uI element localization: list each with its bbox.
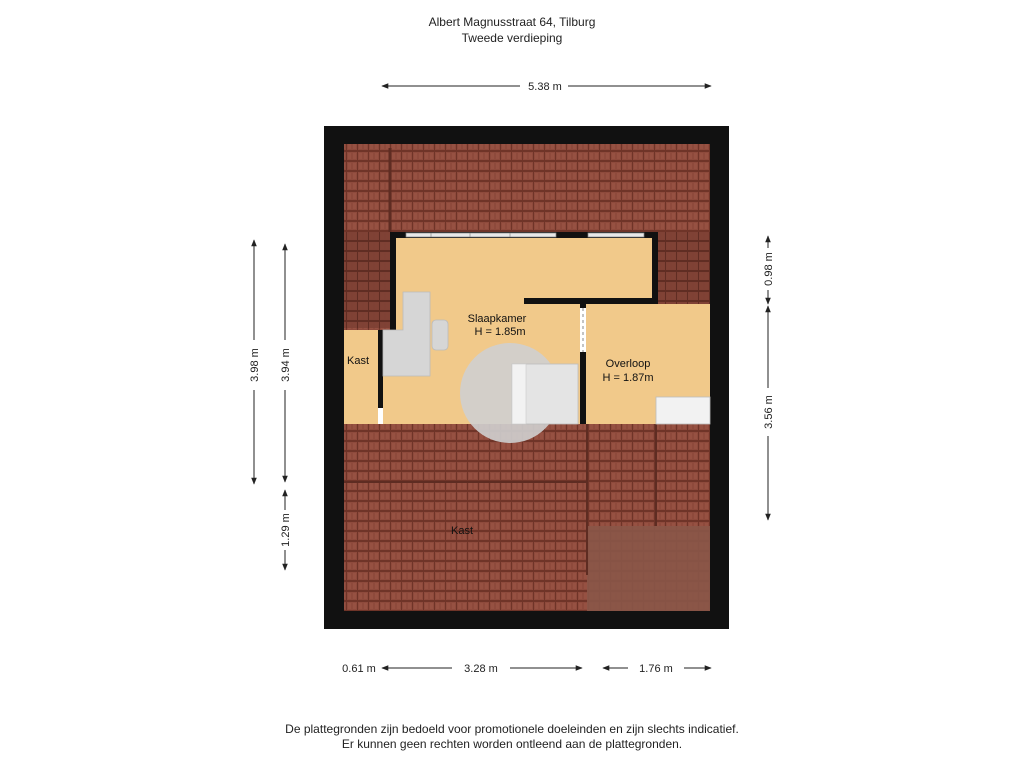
slaapkamer-height: H = 1.85m — [474, 326, 526, 338]
dim-right-upper: 0.98 m — [763, 252, 775, 286]
wall-top-left — [390, 232, 396, 330]
disclaimer-line-2: Er kunnen geen rechten worden ontleend aan de plattegronden. — [341, 737, 683, 751]
address-text: Albert Magnusstraat 64, Tilburg — [428, 15, 596, 29]
wall-right-stub — [652, 232, 658, 304]
door-partition — [580, 308, 586, 352]
dim-bottom-a: 0.61 m — [342, 663, 376, 675]
bed-pillow — [512, 364, 526, 424]
overloop-height: H = 1.87m — [602, 372, 654, 384]
dim-left-lower: 1.29 m — [280, 513, 292, 547]
roof-shadow-left — [344, 232, 394, 328]
roof-shadow-right — [656, 232, 710, 304]
desk-chair — [432, 320, 448, 350]
dim-left-inner: 3.94 m — [280, 348, 292, 382]
dim-bottom-c: 1.76 m — [639, 663, 673, 675]
disclaimer — [0, 722, 1024, 752]
kast-bottom-name: Kast — [450, 525, 474, 537]
slaapkamer-name: Slaapkamer — [467, 313, 527, 325]
overloop-name: Overloop — [605, 358, 651, 370]
disclaimer-line-1: De plattegronden zijn bedoeld voor promotionele doeleinden en zijn slechts indicatief. — [285, 722, 739, 736]
roof-bottom-right — [587, 526, 710, 611]
dim-right-lower: 3.56 m — [763, 395, 775, 429]
wall-middle-horizontal — [524, 298, 658, 304]
bench — [656, 397, 710, 424]
window-row — [406, 233, 644, 237]
kast-left-floor — [344, 330, 380, 424]
dim-top-width: 5.38 m — [528, 81, 562, 93]
dim-left-outer: 3.98 m — [249, 348, 261, 382]
floor-text: Tweede verdieping — [461, 31, 563, 45]
door-kast-left — [378, 408, 383, 424]
kast-left-name: Kast — [346, 355, 370, 367]
dim-bottom-b: 3.28 m — [464, 663, 498, 675]
